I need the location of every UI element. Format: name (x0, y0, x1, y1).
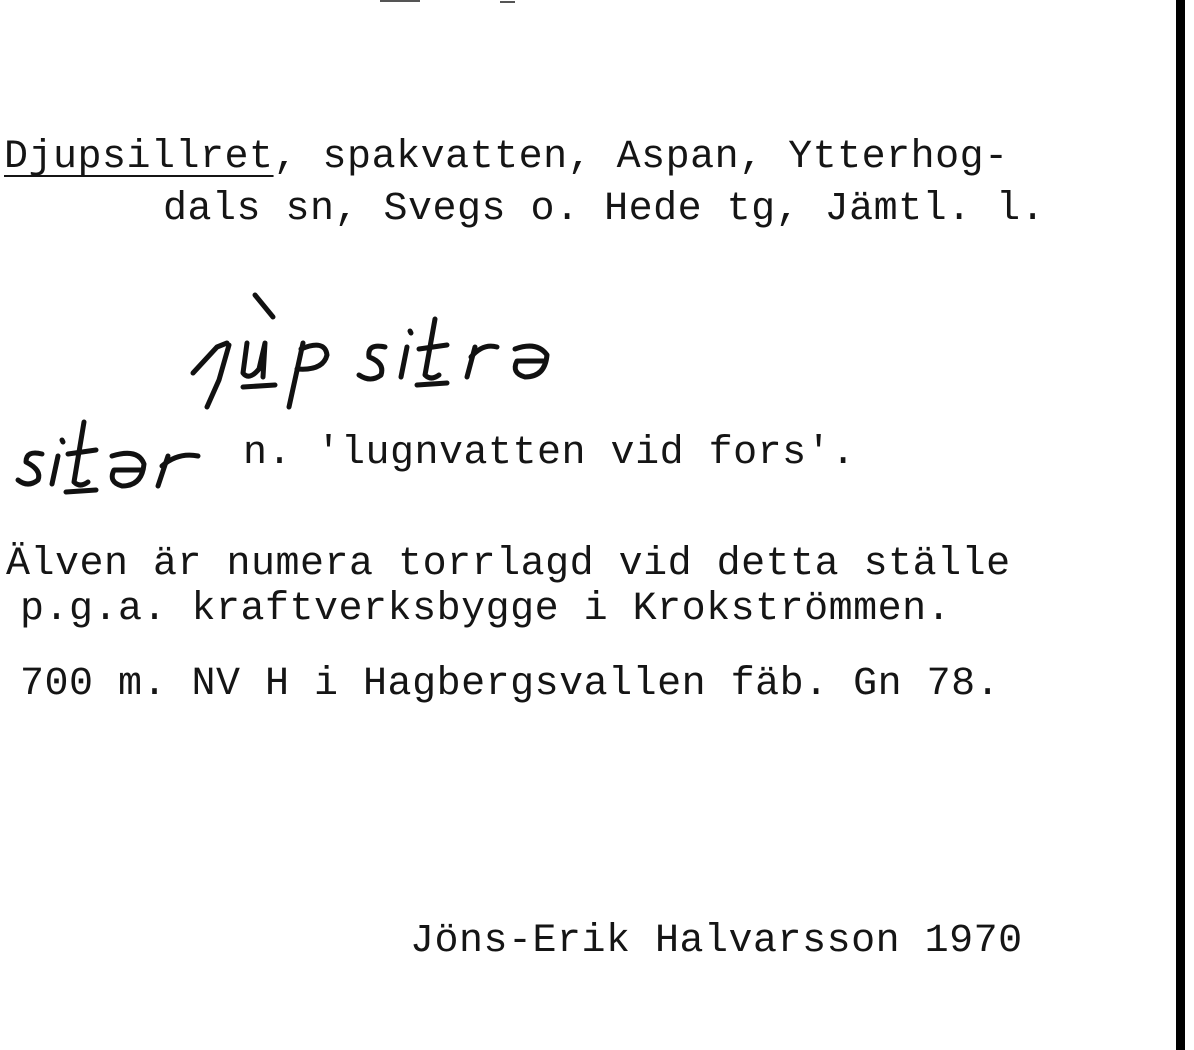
headword: Djupsillret (4, 135, 274, 180)
card-right-edge (1176, 0, 1185, 1050)
note-line-2: p.g.a. kraftverksbygge i Krokströmmen. (20, 587, 952, 632)
headword-line (4, 135, 1009, 180)
collector-line: Jöns-Erik Halvarsson 1970 (410, 919, 1023, 964)
headword-line-rest: , spakvatten, Aspan, Ytterhog- (273, 135, 1009, 180)
handwritten-element (12, 412, 217, 492)
top-edge-marks (380, 0, 530, 6)
handwritten-pronunciation (185, 285, 565, 420)
element-definition: n. 'lugnvatten vid fors'. (243, 431, 856, 476)
parish-line: dals sn, Svegs o. Hede tg, Jämtl. l. (163, 187, 1046, 232)
note-line-1: Älven är numera torrlagd vid detta ställe (6, 542, 1011, 587)
location-line: 700 m. NV H i Hagbergsvallen fäb. Gn 78. (20, 662, 1001, 707)
